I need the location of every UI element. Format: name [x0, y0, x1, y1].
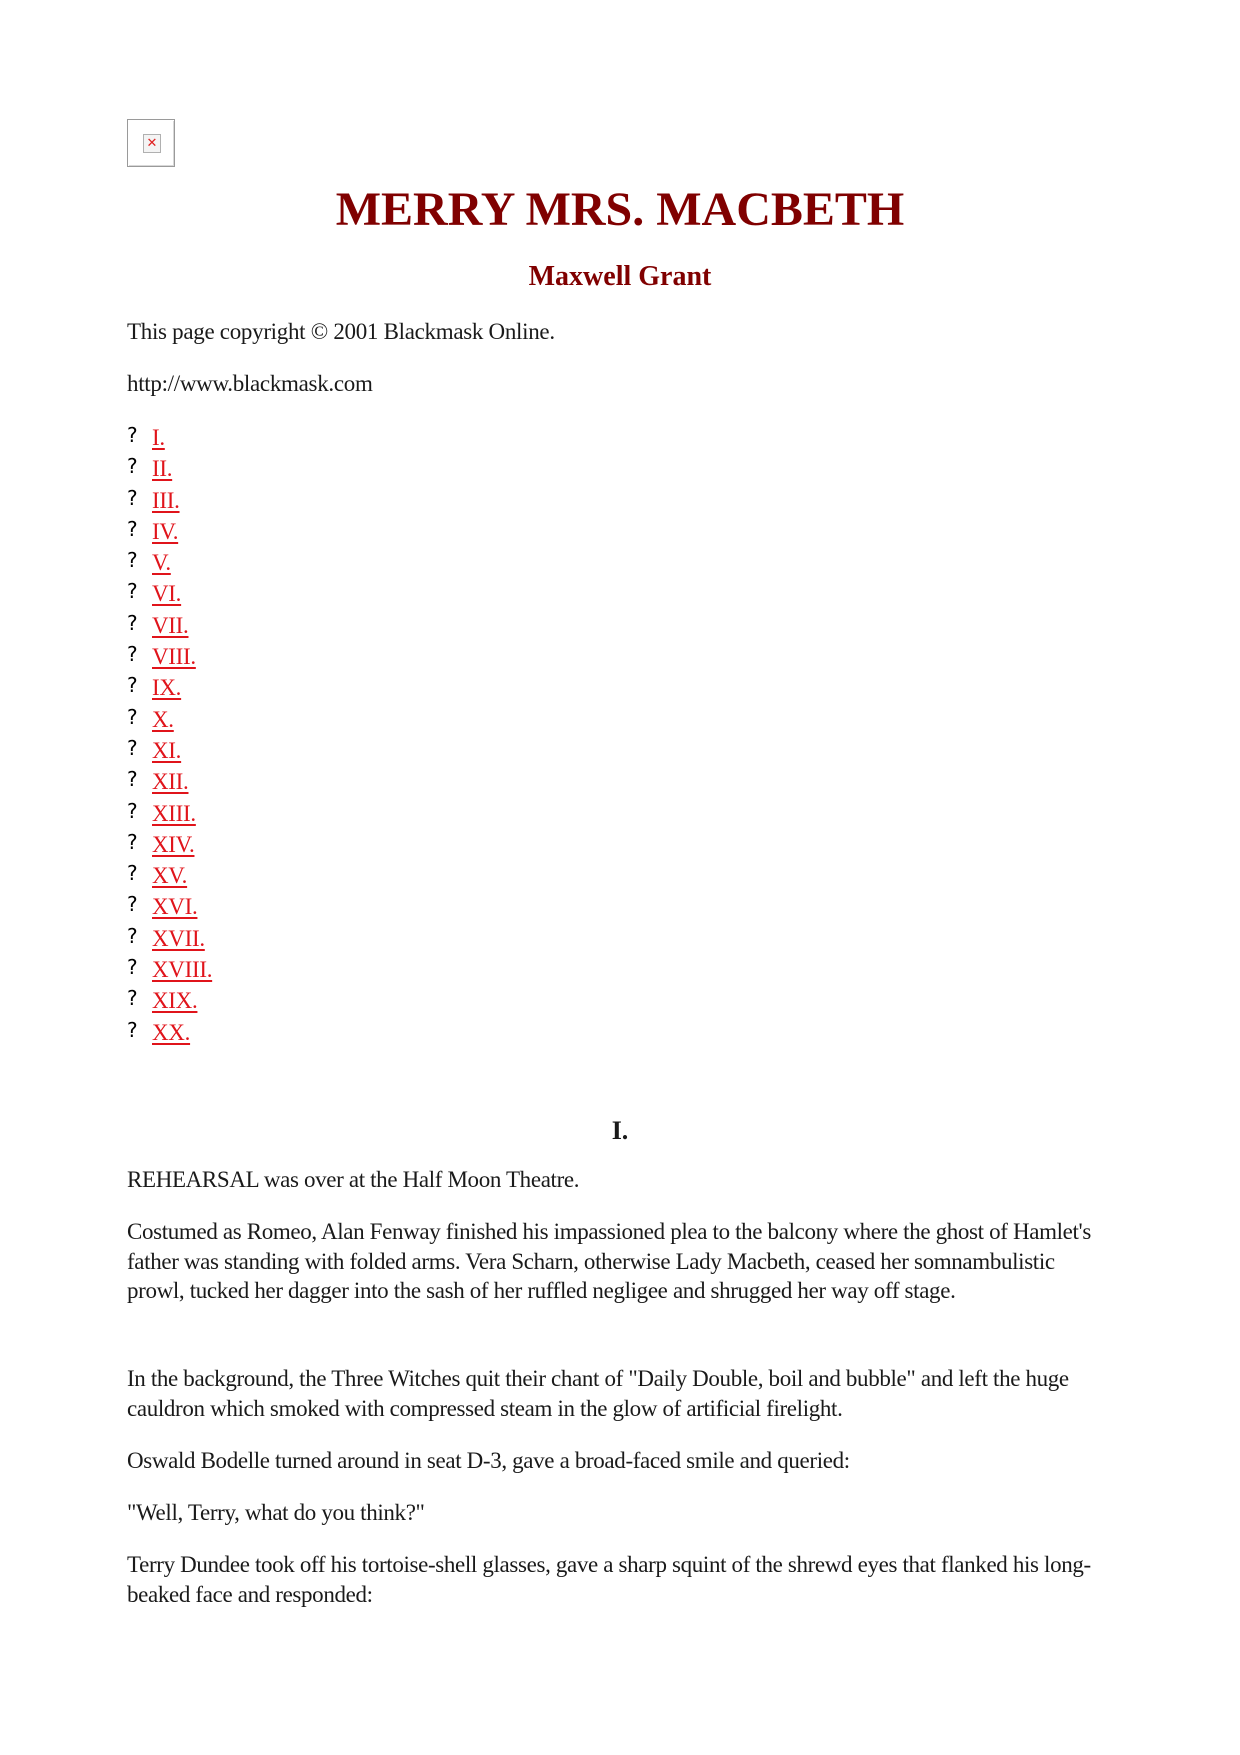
toc-link-chapter-11[interactable]: XI.	[152, 737, 182, 763]
toc-item	[127, 860, 212, 891]
toc-item	[127, 923, 212, 954]
toc-link-chapter-1[interactable]: I.	[152, 425, 165, 450]
toc-item	[127, 578, 212, 609]
toc-bullet: ?	[127, 798, 138, 823]
toc-item	[127, 985, 212, 1016]
toc-bullet: ?	[127, 642, 138, 667]
toc-link-chapter-4[interactable]: IV.	[152, 518, 179, 544]
toc-bullet: ?	[127, 516, 138, 541]
toc-bullet: ?	[127, 861, 138, 886]
toc-link-chapter-5[interactable]: V.	[152, 550, 171, 576]
toc-item	[127, 485, 212, 516]
paragraph: In the background, the Three Witches quit their chant of "Daily Double, boil and bubble" and left the huge cauldron which smoked with compressed steam in the glow of artificial firelight.	[127, 1366, 1069, 1421]
toc-item	[127, 610, 212, 641]
paragraph: Costumed as Romeo, Alan Fenway finished his impassioned plea to the balcony where the ghost of Hamlet's father was standing with folded arms. Vera Scharn, otherwise Lady Macbeth, ceased her somnambulistic prowl, tucked her dagger into the sash of her ruffled negligee and shrugged her way off stage.	[127, 1219, 1091, 1303]
broken-image	[127, 119, 175, 167]
toc-link-chapter-18[interactable]: XVIII.	[152, 957, 213, 983]
toc-item	[127, 672, 212, 703]
toc-bullet: ?	[127, 923, 138, 948]
paragraph: Terry Dundee took off his tortoise-shell glasses, gave a sharp squint of the shrewd eyes that flanked his long-beaked face and responded:	[127, 1552, 1091, 1607]
paragraph: REHEARSAL was over at the Half Moon Theatre.	[127, 1167, 580, 1192]
toc-link-chapter-16[interactable]: XVI.	[152, 894, 198, 920]
toc-item	[127, 766, 212, 797]
toc-bullet: ?	[127, 485, 138, 510]
toc-link-chapter-9[interactable]: IX.	[152, 675, 182, 701]
toc-bullet: ?	[127, 704, 138, 729]
broken-image-icon: ✕	[143, 134, 161, 153]
toc-bullet: ?	[127, 955, 138, 980]
toc-link-chapter-2[interactable]: II.	[152, 456, 173, 482]
toc-item	[127, 891, 212, 922]
toc-link-chapter-15[interactable]: XV.	[152, 863, 188, 889]
toc-bullet: ?	[127, 986, 138, 1011]
toc-item	[127, 1017, 212, 1048]
toc-item	[127, 735, 212, 766]
toc-item	[127, 954, 212, 985]
paragraph: Oswald Bodelle turned around in seat D-3, gave a broad-faced smile and queried:	[127, 1448, 850, 1473]
toc-link-chapter-19[interactable]: XIX.	[152, 988, 198, 1014]
toc-link-chapter-13[interactable]: XIII.	[152, 800, 196, 826]
toc-bullet: ?	[127, 673, 138, 698]
toc-link-chapter-7[interactable]: VII.	[152, 612, 189, 638]
paragraph: "Well, Terry, what do you think?"	[127, 1500, 425, 1525]
toc-item	[127, 798, 212, 829]
toc-link-chapter-6[interactable]: VI.	[152, 581, 182, 607]
toc-bullet: ?	[127, 767, 138, 792]
toc-bullet: ?	[127, 548, 138, 573]
toc-link-chapter-10[interactable]: X.	[152, 706, 174, 732]
toc-bullet: ?	[127, 579, 138, 604]
copyright-notice: This page copyright © 2001 Blackmask Online.	[127, 319, 555, 344]
chapter-heading: I.	[611, 1116, 629, 1145]
toc-bullet: ?	[127, 1017, 138, 1042]
toc-item	[127, 422, 212, 453]
toc-bullet: ?	[127, 735, 138, 760]
toc-item	[127, 641, 212, 672]
toc-bullet: ?	[127, 610, 138, 635]
toc-item	[127, 547, 212, 578]
book-title: MERRY MRS. MACBETH	[335, 183, 905, 236]
table-of-contents	[127, 422, 212, 1048]
toc-link-chapter-14[interactable]: XIV.	[152, 831, 195, 857]
book-author: Maxwell Grant	[528, 261, 712, 292]
toc-bullet: ?	[127, 454, 138, 479]
toc-item	[127, 829, 212, 860]
toc-link-chapter-20[interactable]: XX.	[152, 1019, 191, 1045]
toc-bullet: ?	[127, 423, 138, 447]
toc-link-chapter-3[interactable]: III.	[152, 487, 180, 513]
toc-link-chapter-12[interactable]: XII.	[152, 769, 189, 795]
site-url: http://www.blackmask.com	[127, 371, 373, 396]
toc-item	[127, 704, 212, 735]
toc-link-chapter-8[interactable]: VIII.	[152, 644, 196, 670]
toc-item	[127, 453, 212, 484]
toc-item	[127, 516, 212, 547]
toc-bullet: ?	[127, 829, 138, 854]
toc-link-chapter-17[interactable]: XVII.	[152, 925, 205, 951]
toc-bullet: ?	[127, 892, 138, 917]
